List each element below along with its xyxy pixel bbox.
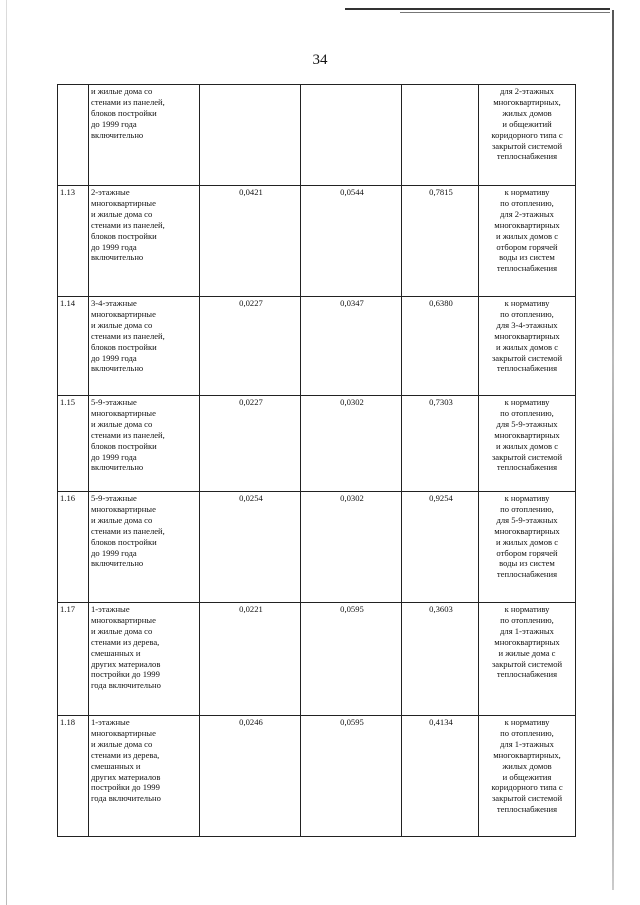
scan-edge-top — [345, 8, 610, 10]
value-2 — [301, 85, 402, 186]
table-row — [58, 297, 576, 396]
building-description: 3-4-этажные многоквартирные и жилые дома со стенами из панелей, блоков постройки до 1999 года включительно — [89, 297, 200, 396]
table-row — [58, 396, 576, 492]
application-note: для 2-этажных многоквартирных, жилых домов и общежитий коридорного типа с закрытой системой теплоснабжения — [479, 85, 576, 186]
row-number: 1.13 — [58, 186, 89, 297]
value-3: 0,3603 — [402, 603, 479, 716]
value-1: 0,0227 — [200, 297, 301, 396]
table-row — [58, 716, 576, 837]
value-1: 0,0421 — [200, 186, 301, 297]
value-3: 0,6380 — [402, 297, 479, 396]
application-note: к нормативу по отоплению, для 2-этажных многоквартирных и жилых домов с отбором горячей воды из систем теплоснабжения — [479, 186, 576, 297]
table-row — [58, 603, 576, 716]
application-note: к нормативу по отоплению, для 5-9-этажных многоквартирных и жилых домов с закрытой системой теплоснабжения — [479, 396, 576, 492]
value-3: 0,9254 — [402, 492, 479, 603]
table-row — [58, 85, 576, 186]
value-2: 0,0544 — [301, 186, 402, 297]
value-2: 0,0595 — [301, 603, 402, 716]
value-1 — [200, 85, 301, 186]
scan-edge-left — [6, 0, 7, 905]
value-1: 0,0246 — [200, 716, 301, 837]
value-3: 0,4134 — [402, 716, 479, 837]
value-1: 0,0227 — [200, 396, 301, 492]
value-3: 0,7815 — [402, 186, 479, 297]
application-note: к нормативу по отоплению, для 1-этажных многоквартирных, жилых домов и общежития коридорного типа с закрытой системой теплоснабжения — [479, 716, 576, 837]
row-number: 1.16 — [58, 492, 89, 603]
building-description: 1-этажные многоквартирные и жилые дома со стенами из дерева, смешанных и других материалов постройки до 1999 года включительно — [89, 716, 200, 837]
row-number — [58, 85, 89, 186]
row-number: 1.18 — [58, 716, 89, 837]
application-note: к нормативу по отоплению, для 5-9-этажных многоквартирных и жилых домов с отбором горячей воды из систем теплоснабжения — [479, 492, 576, 603]
value-3 — [402, 85, 479, 186]
value-3: 0,7303 — [402, 396, 479, 492]
page-number: 34 — [312, 52, 328, 68]
application-note: к нормативу по отоплению, для 1-этажных многоквартирных и жилые дома с закрытой системой теплоснабжения — [479, 603, 576, 716]
value-2: 0,0595 — [301, 716, 402, 837]
building-description: и жилые дома со стенами из панелей, блоков постройки до 1999 года включительно — [89, 85, 200, 186]
building-description: 2-этажные многоквартирные и жилые дома со стенами из панелей, блоков постройки до 1999 года включительно — [89, 186, 200, 297]
row-number: 1.15 — [58, 396, 89, 492]
value-2: 0,0302 — [301, 492, 402, 603]
value-1: 0,0254 — [200, 492, 301, 603]
scan-edge-top-thin — [400, 12, 610, 13]
value-2: 0,0302 — [301, 396, 402, 492]
row-number: 1.17 — [58, 603, 89, 716]
value-1: 0,0221 — [200, 603, 301, 716]
building-description: 5-9-этажные многоквартирные и жилые дома со стенами из панелей, блоков постройки до 1999 года включительно — [89, 492, 200, 603]
building-description: 5-9-этажные многоквартирные и жилые дома со стенами из панелей, блоков постройки до 1999 года включительно — [89, 396, 200, 492]
row-number: 1.14 — [58, 297, 89, 396]
value-2: 0,0347 — [301, 297, 402, 396]
norms-table — [57, 84, 576, 837]
table-row — [58, 186, 576, 297]
building-description: 1-этажные многоквартирные и жилые дома со стенами из дерева, смешанных и других материалов постройки до 1999 года включительно — [89, 603, 200, 716]
table-row — [58, 492, 576, 603]
scan-edge-right — [612, 10, 614, 890]
application-note: к нормативу по отоплению, для 3-4-этажных многоквартирных и жилых домов с закрытой системой теплоснабжения — [479, 297, 576, 396]
